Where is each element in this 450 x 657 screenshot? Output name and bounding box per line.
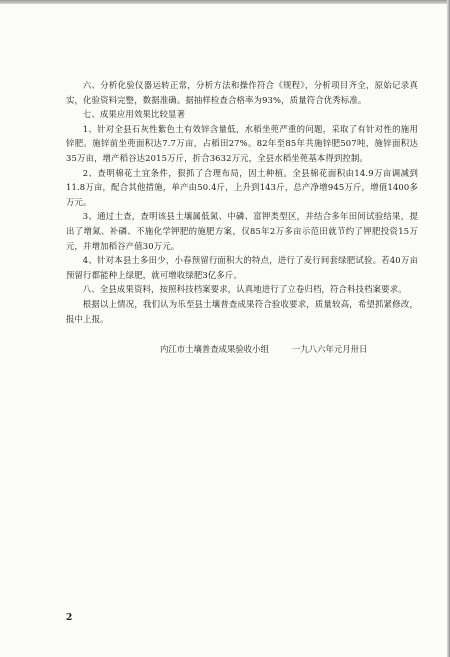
signature-date: 一九八六年元月卅日 bbox=[292, 344, 368, 354]
section-heading-results: 七、成果应用效果比较显著 bbox=[82, 109, 186, 120]
paragraph-conclusion: 根据以上情况，我们认为乐至县土壤普查成果符合验收要求，质量较高，希望抓紧修改，报中上报。 bbox=[66, 298, 418, 324]
paragraph-green-manure: 4、针对本县土多田少，小春预留行面积大的特点，进行了麦行间套绿肥试验。若40万亩预留行都能种上绿肥，就可增收绿肥3亿多斤。 bbox=[66, 255, 418, 280]
paragraph-analysis-lab: 六、分析化验仪器运转正常，分析方法和操作符合《规程》，分析项目齐全，原始记录真实，化验资料完整，数据准确。据抽样检查合格率为93%，质量符合优秀标准。 bbox=[66, 80, 418, 105]
paragraph-cotton: 2、查明棉花土宜条件，狠抓了合理布局，因土种植。全县棉花面积由14.9万亩调减到11.8万亩，配合其他措施，单产由50.4斤，上升到143斤，总产净增945万斤，增值1400多万元。 bbox=[66, 167, 418, 207]
signature-organization: 内江市土壤普查成果验收小组 bbox=[160, 344, 269, 354]
paragraph-archiving: 八、全县成果资料，按照科技档案要求，认真地进行了立卷归档，符合科技档案要求。 bbox=[82, 284, 407, 295]
document-body bbox=[66, 78, 418, 326]
paragraph-zinc-fertilizer: 1、针对全县石灰性紫色土有效锌含量低，水稻坐蔸严重的问题，采取了有针对性的施用锌肥。施锌前坐蔸面积达7.7万亩，占稻田27%。82年至85年共施锌肥507吨，施锌面积达35万亩，增产稻谷达2015万斤，折合3632万元，全县水稻坐蔸基本得到控制。 bbox=[66, 123, 418, 163]
paragraph-fertilizer-plan: 3、通过土查，查明该县土壤属低氮、中磷、富钾类型区，并结合多年田间试验结果，提出了增氮、补磷、不施化学钾肥的施肥方案，仅85年2万多亩示范田就节约了钾肥投资15万元，并增加稻谷产值30万元。 bbox=[66, 211, 418, 251]
scan-edge-top bbox=[0, 0, 450, 4]
page-number: 2 bbox=[66, 613, 73, 623]
